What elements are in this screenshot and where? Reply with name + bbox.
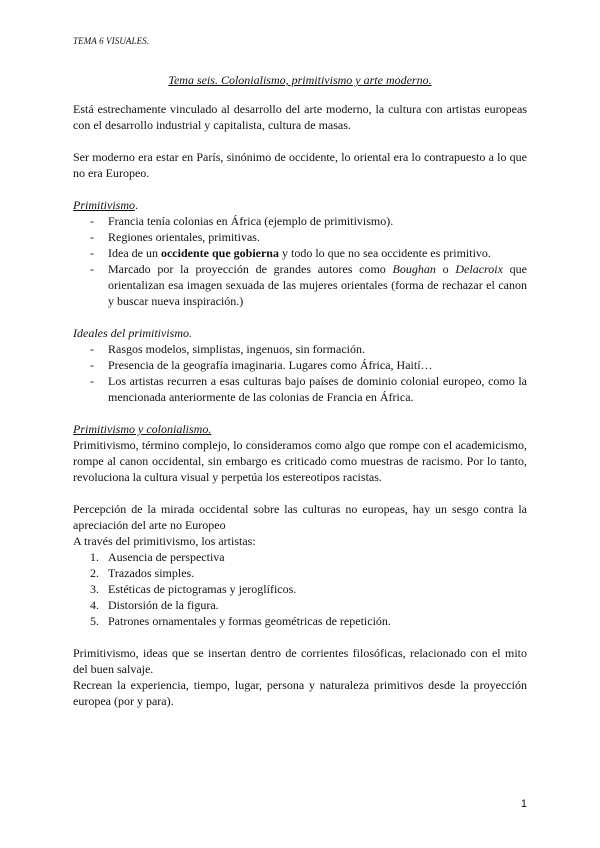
- section-heading-primitivismo: Primitivismo.: [73, 198, 138, 212]
- percepcion-lead: A través del primitivismo, los artistas:: [73, 534, 256, 548]
- list-item: - Presencia de la geografía imaginaria. Lugares como África, Haití…: [90, 357, 527, 373]
- list-item: - Marcado por la proyección de grandes autores como Boughan o Delacroix que orientalizan esa imagen sexuada de las mujeres orientales (forma de rechazar el canon y buscar nueva inspiración.): [90, 261, 527, 309]
- list-item: - Francia tenía colonias en África (ejemplo de primitivismo).: [90, 213, 527, 229]
- list-item: - Idea de un occidente que gobierna y todo lo que no sea occidente es primitivo.: [90, 245, 527, 261]
- page-header: TEMA 6 VISUALES.: [73, 36, 150, 46]
- list-item: 3. Estéticas de pictogramas y jeroglíficos.: [90, 582, 297, 596]
- section-heading-colonialismo: Primitivismo y colonialismo.: [73, 422, 212, 436]
- intro-paragraph-2: Ser moderno era estar en París, sinónimo de occidente, lo oriental era lo contrapuesto a lo que no era Europeo.: [73, 150, 527, 180]
- closing-paragraph-2: Recrean la experiencia, tiempo, lugar, persona y naturaleza primitivos desde la proyección europea (por y para).: [73, 678, 527, 708]
- list-item: - Rasgos modelos, simplistas, ingenuos, sin formación.: [90, 341, 527, 357]
- percepcion-paragraph: Percepción de la mirada occidental sobre las culturas no europeas, hay un sesgo contra la apreciación del arte no Europeo: [73, 502, 527, 532]
- list-item: 1. Ausencia de perspectiva: [90, 550, 225, 564]
- list-item: - Los artistas recurren a esas culturas bajo países de dominio colonial europeo, como la mencionada anteriormente de las colonias de Francia en África.: [90, 373, 527, 405]
- artistas-list: [73, 549, 527, 629]
- primitivismo-list: [73, 213, 527, 309]
- list-item: 2. Trazados simples.: [90, 566, 195, 580]
- document-title: Tema seis. Colonialismo, primitivismo y arte moderno.: [168, 73, 432, 87]
- ideales-list: [73, 341, 527, 405]
- list-item: - Regiones orientales, primitivas.: [90, 229, 527, 245]
- colonialismo-paragraph: Primitivismo, término complejo, lo consideramos como algo que rompe con el academicismo, rompe al canon occidental, sin embargo es criticado como muestras de racismo. Por lo tanto, revoluciona la cultura visual y perpetúa los estereotipos racistas.: [73, 438, 527, 484]
- list-item: 5. Patrones ornamentales y formas geométricas de repetición.: [90, 614, 391, 628]
- section-heading-ideales: Ideales del primitivismo.: [73, 326, 192, 340]
- page-number: 1: [520, 798, 527, 810]
- closing-paragraph-1: Primitivismo, ideas que se insertan dentro de corrientes filosóficas, relacionado con el mito del buen salvaje.: [73, 646, 527, 676]
- list-item: 4. Distorsión de la figura.: [90, 598, 219, 612]
- document-body: [73, 101, 527, 709]
- intro-paragraph-1: Está estrechamente vinculado al desarrollo del arte moderno, la cultura con artistas europeas con el desarrollo industrial y capitalista, cultura de masas.: [73, 102, 527, 132]
